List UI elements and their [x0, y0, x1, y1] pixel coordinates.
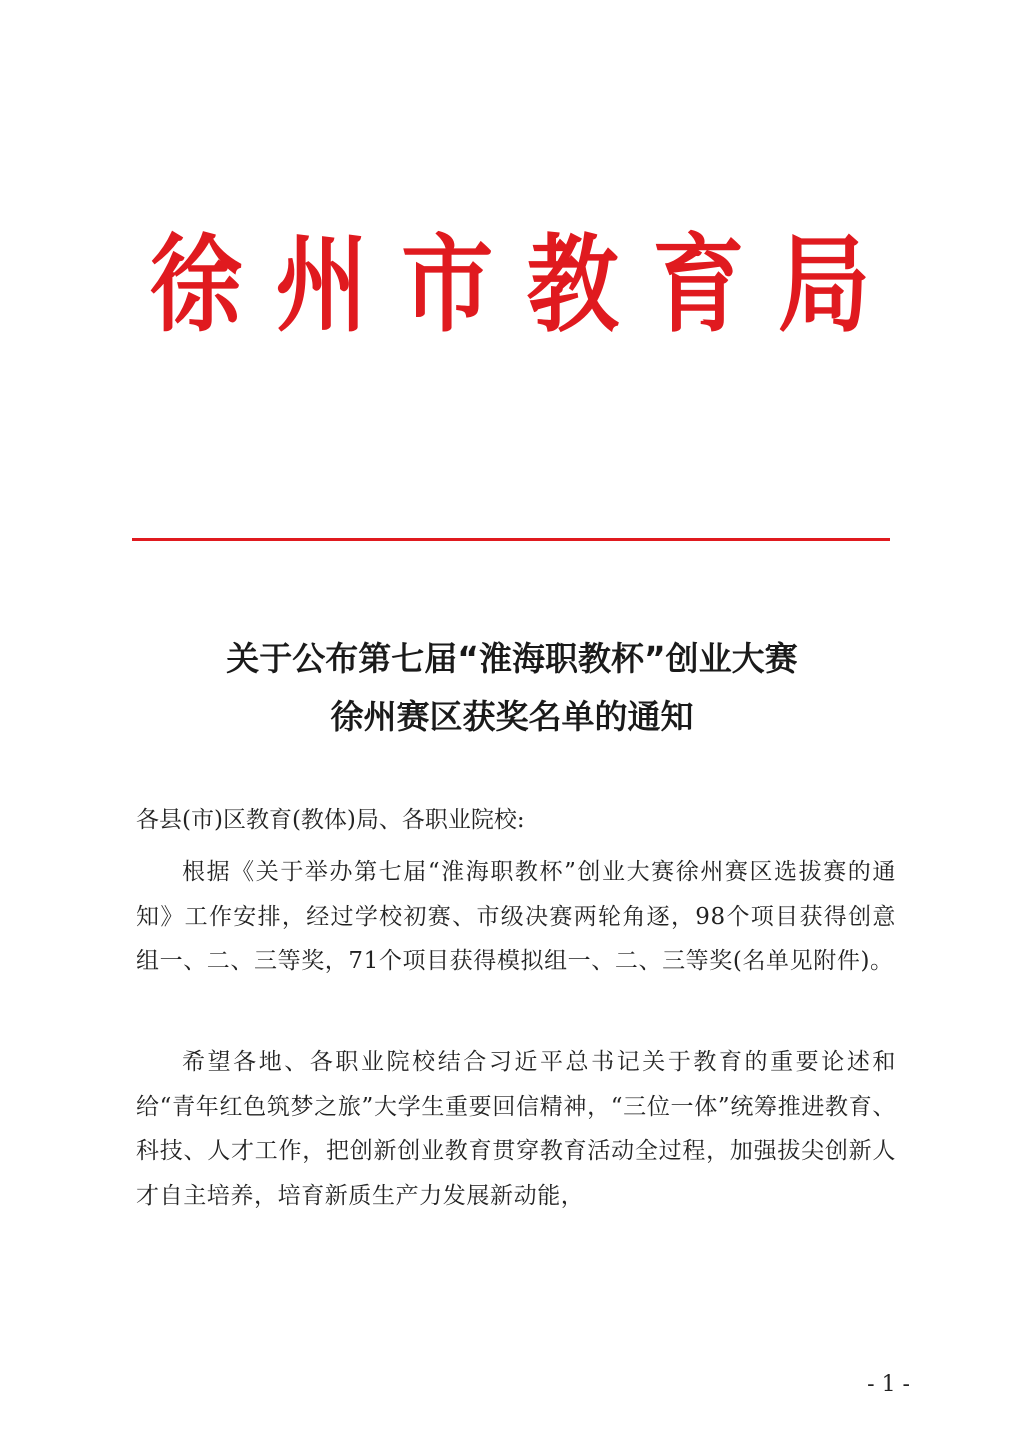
- masthead-char: 州: [275, 223, 368, 347]
- masthead-char: 教: [526, 223, 619, 347]
- body-paragraph-1: 根据《关于举办第七届“淮海职教杯”创业大赛徐州赛区选拔赛的通知》工作安排，经过学校初赛、市级决赛两轮角逐，98个项目获得创意组一、二、三等奖，71个项目获得模拟组一、二、三等奖(名单见附件)。: [136, 859, 896, 974]
- masthead-char: 市: [401, 223, 494, 347]
- title-line-2: 徐州赛区获奖名单的通知: [330, 697, 694, 736]
- page-number: - 1 -: [867, 1372, 910, 1397]
- masthead-char: 局: [777, 223, 870, 347]
- masthead-title: [150, 223, 870, 347]
- red-divider: [132, 538, 890, 541]
- document-title: [100, 630, 924, 746]
- masthead-char: 徐: [150, 223, 243, 347]
- salutation: 各县(市)区教育(教体)局、各职业院校:: [136, 807, 525, 833]
- body-paragraph-2: 希望各地、各职业院校结合习近平总书记关于教育的重要论述和给“青年红色筑梦之旅”大学生重要回信精神，“三位一体”统筹推进教育、科技、人才工作，把创新创业教育贯穿教育活动全过程，加强拔尖创新人才自主培养，培育新质生产力发展新动能，: [136, 1049, 896, 1209]
- masthead-char: 育: [652, 223, 745, 347]
- title-line-1: 关于公布第七届“淮海职教杯”创业大赛: [226, 639, 798, 678]
